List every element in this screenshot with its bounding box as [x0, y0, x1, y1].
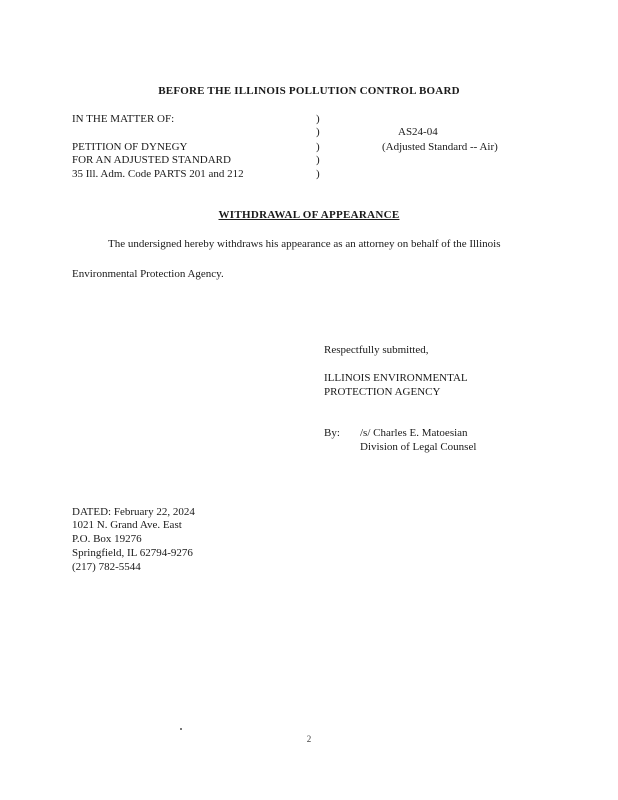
body-line-1: The undersigned hereby withdraws his appearance as an attorney on behalf of the Illinois [108, 238, 501, 250]
address-line-2: P.O. Box 19276 [72, 533, 142, 545]
signature-agency-line2: PROTECTION AGENCY [324, 386, 441, 398]
caption-paren-1: ) [316, 113, 320, 125]
caption-in-the-matter: IN THE MATTER OF: [72, 113, 175, 125]
address-line-3: Springfield, IL 62794-9276 [72, 547, 193, 559]
caption-paren-3: ) [316, 141, 320, 153]
caption-petition-line2: FOR AN ADJUSTED STANDARD [72, 154, 231, 166]
dated-line: DATED: February 22, 2024 [72, 506, 195, 518]
signature-closing: Respectfully submitted, [324, 344, 429, 356]
caption-petition-line3: 35 Ill. Adm. Code PARTS 201 and 212 [72, 168, 244, 180]
case-type: (Adjusted Standard -- Air) [382, 141, 498, 153]
signature-signer: /s/ Charles E. Matoesian [360, 427, 468, 439]
caption-paren-2: ) [316, 126, 320, 138]
case-number: AS24-04 [398, 126, 438, 138]
caption-paren-4: ) [316, 154, 320, 166]
body-line-2: Environmental Protection Agency. [72, 268, 224, 280]
document-heading: BEFORE THE ILLINOIS POLLUTION CONTROL BOARD [158, 85, 460, 97]
caption-paren-5: ) [316, 168, 320, 180]
page-number: 2 [306, 734, 312, 744]
address-line-1: 1021 N. Grand Ave. East [72, 519, 182, 531]
caption-petition-line1: PETITION OF DYNEGY [72, 141, 188, 153]
scan-speck [180, 728, 182, 730]
document-title: WITHDRAWAL OF APPEARANCE [218, 209, 400, 221]
signature-by-label: By: [324, 427, 340, 439]
signature-division: Division of Legal Counsel [360, 441, 477, 453]
signature-agency-line1: ILLINOIS ENVIRONMENTAL [324, 372, 468, 384]
phone-line: (217) 782-5544 [72, 561, 141, 573]
